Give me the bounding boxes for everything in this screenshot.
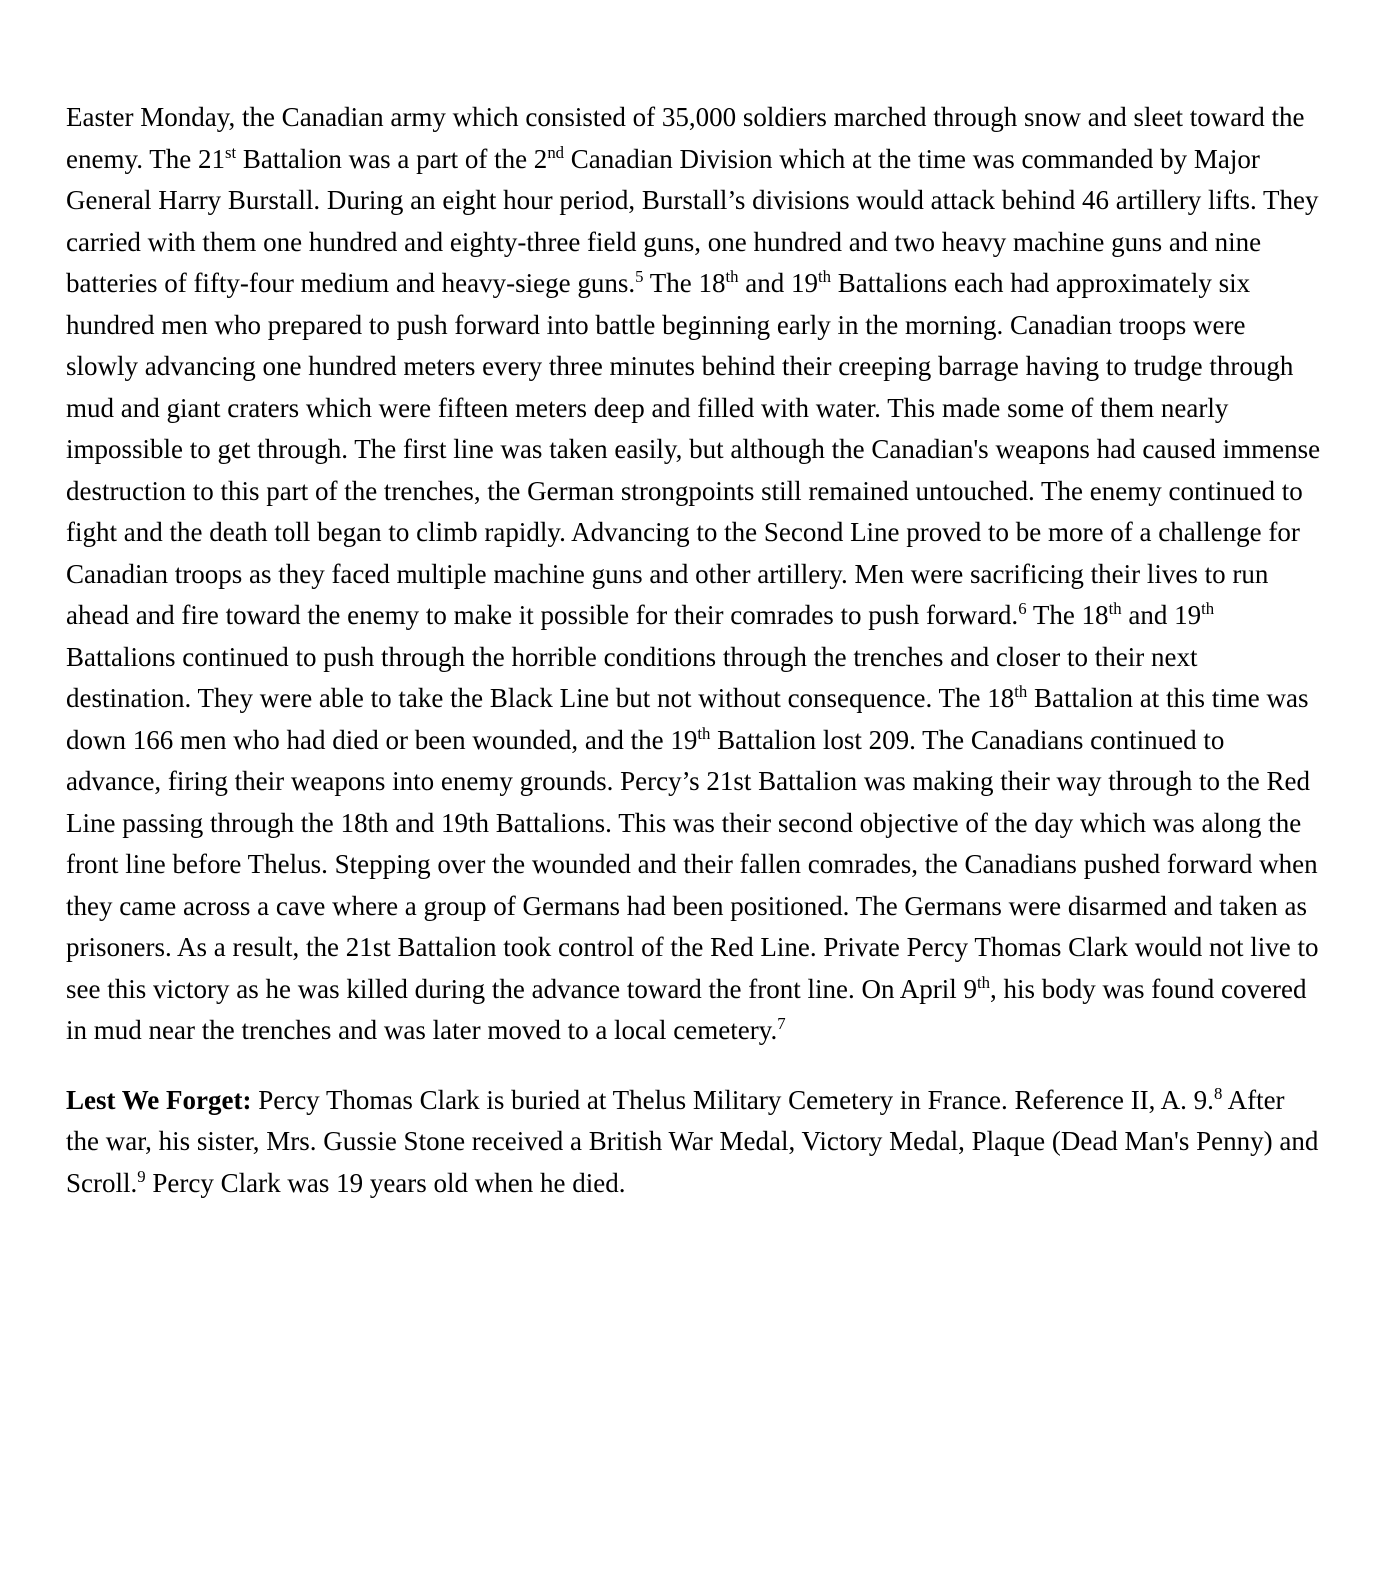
text-run: and 19	[1121, 600, 1202, 630]
text-run: Canadian Division which at the time was commanded by Major General Harry Burstall. During an eight hour period, Burstall’s divisions would attack behind 46 artillery lifts. They carried with them one hundred and eighty-three field guns, one hundred and two heavy machine guns and nine batteries of fifty-four medium and heavy-siege guns.	[66, 143, 1319, 298]
footnote-reference: 9	[137, 1166, 146, 1186]
text-run: After the war, his sister, Mrs. Gussie Stone received a British War Medal, Victory Medal, Plaque (Dead Man's Penny) and Scroll.	[66, 1084, 1319, 1198]
ordinal-superscript: st	[224, 142, 237, 162]
paragraph-vimy-battle-narrative	[66, 97, 1322, 1052]
ordinal-superscript: th	[1014, 682, 1028, 701]
ordinal-superscript: nd	[547, 142, 565, 162]
text-run: Percy Thomas Clark is buried at Thelus Military Cemetery in France. Reference II, A. 9.	[251, 1084, 1214, 1115]
text-run: The 18	[643, 268, 726, 298]
ordinal-superscript: th	[1201, 599, 1215, 618]
document-body	[66, 97, 1322, 1204]
ordinal-superscript: th	[725, 267, 739, 286]
footnote-reference: 7	[777, 1014, 786, 1033]
ordinal-superscript: th	[977, 972, 991, 992]
text-run: , his body was found covered in mud near the trenches and was later moved to a local cemetery.	[66, 973, 1307, 1045]
paragraph-lest-we-forget	[66, 1080, 1322, 1205]
footnote-reference: 6	[1018, 599, 1027, 618]
footnote-reference: 5	[635, 267, 644, 286]
lest-we-forget-label: Lest We Forget:	[66, 1084, 252, 1115]
text-run: Battalion at this time was down 166 men who had died or been wounded, and the 19	[66, 683, 1309, 755]
ordinal-superscript: th	[697, 723, 711, 743]
ordinal-superscript: th	[1108, 599, 1122, 618]
text-run: Battalion lost 209. The Canadians continued to advance, firing their weapons into enemy grounds. Percy’s 21st Battalion was making their way through to the Red Line passing through the 18th and 19th Battalions. This was their second objective of the day which was along the front line before Thelus. Stepping over the wounded and their fallen comrades, the Canadians pushed forward when they came across a cave where a group of Germans had been positioned. The Germans were disarmed and taken as prisoners. As a result, the 21st Battalion took control of the Red Line. Private Percy Thomas Clark would not live to see this victory as he was killed during the advance toward the front line. On April 9	[66, 724, 1319, 1004]
text-run: Battalions each had approximately six hundred men who prepared to push forward into battle beginning early in the morning. Canadian troops were slowly advancing one hundred meters every three minutes behind their creeping barrage having to trudge through mud and giant craters which were fifteen meters deep and filled with water. This made some of them nearly impossible to get through. The first line was taken easily, but although the Canadian's weapons had caused immense destruction to this part of the trenches, the German strongpoints still remained untouched. The enemy continued to fight and the death toll began to climb rapidly. Advancing to the Second Line proved to be more of a challenge for Canadian troops as they faced multiple machine guns and other artillery. Men were sacrificing their lives to run ahead and fire toward the enemy to make it possible for their comrades to push forward.	[66, 268, 1321, 630]
text-run: Easter Monday, the Canadian army which consisted of 35,000 soldiers marched through snow and sleet toward the enemy. The 21	[66, 102, 1305, 174]
text-run: Battalion was a part of the 2	[236, 143, 548, 174]
text-run: Percy Clark was 19 years old when he died.	[145, 1167, 626, 1198]
text-run: and 19	[738, 268, 818, 298]
footnote-reference: 8	[1213, 1083, 1223, 1103]
text-run: The 18	[1026, 600, 1109, 630]
text-run: Battalions continued to push through the horrible conditions through the trenches and closer to their next destination. They were able to take the Black Line but not without consequence. The 18	[66, 641, 1198, 713]
ordinal-superscript: th	[817, 267, 831, 286]
